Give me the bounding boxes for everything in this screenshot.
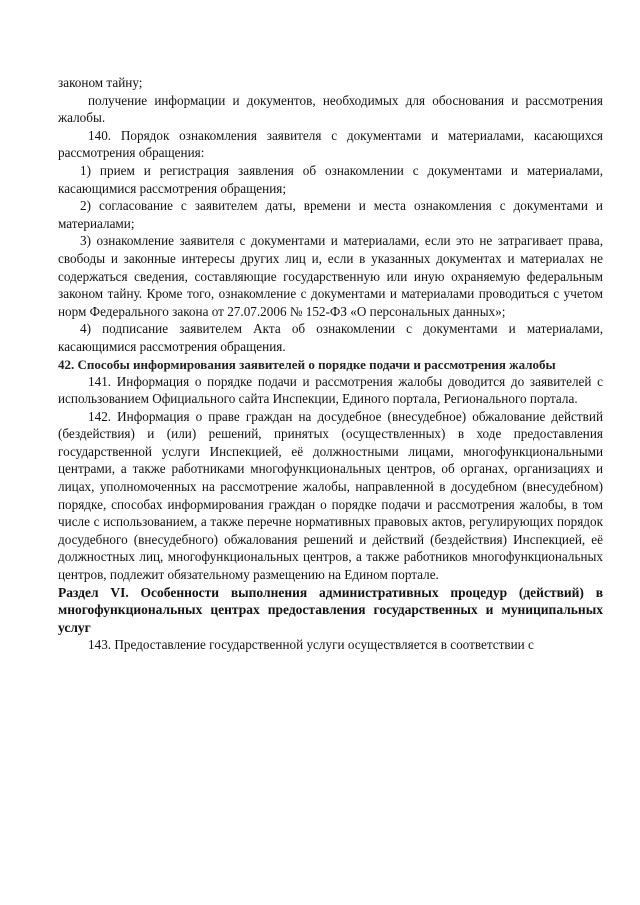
heading-section-42: 42. Способы информирования заявителей о порядке подачи и рассмотрения жалобы (58, 356, 556, 372)
paragraph-info-receipt: получение информации и документов, необходимых для обоснования и рассмотрения жалобы. (58, 92, 603, 126)
document-body (58, 74, 603, 654)
paragraph-140: 140. Порядок ознакомления заявителя с документами и материалами, касающихся рассмотрения обращения: (58, 127, 603, 161)
paragraph-141: 141. Информация о порядке подачи и рассмотрения жалобы доводится до заявителей с использованием Официального сайта Инспекции, Единого портала, Регионального портала. (58, 373, 603, 407)
heading-section-6: Раздел VI. Особенности выполнения административных процедур (действий) в многофункциональных центрах предоставления государственных и муниципальных услуг (58, 584, 603, 635)
paragraph-140-item-4: 4) подписание заявителем Акта об ознакомлении с документами и материалами, касающимися рассмотрения обращения. (58, 321, 603, 354)
paragraph-continuation: законом тайну; (58, 75, 143, 90)
paragraph-142: 142. Информация о праве граждан на досудебное (внесудебное) обжалование действий (бездействия) и (или) решений, принятых (осуществленных) в ходе предоставления государственной услуги Инспекцией, её должностными лицами, многофункциональными центрами, а также работниками многофункциональных центров, об органах, организациях и лицах, уполномоченных на рассмотрение жалобы, направленной в досудебном (внесудебном) порядке, способах информирования граждан о порядке подачи и рассмотрения жалобы, в том числе с использованием, а также перечне нормативных правовых актов, регулирующих порядок досудебного (внесудебного) обжалования решений и действий (бездействия) Инспекцией, её должностных лиц, многофункциональных центров, а также работников многофункциональных центров, подлежит обязательному размещению на Едином портале. (58, 408, 603, 583)
paragraph-140-item-3: 3) ознакомление заявителя с документами и материалами, если это не затрагивает права, свободы и законные интересы других лиц и, если в указанных документах и материалах не содержаться сведения, составляющие государственную или иную охраняемую федеральным законом тайну. Кроме того, ознакомление с документами и материалами проводиться с учетом норм Федерального закона от 27.07.2006 № 152-ФЗ «О персональных данных»; (58, 233, 603, 319)
paragraph-140-item-2: 2) согласование с заявителем даты, времени и места ознакомления с документами и материалами; (58, 198, 603, 231)
paragraph-143: 143. Предоставление государственной услуги осуществляется в соответствии с (88, 637, 534, 653)
paragraph-140-item-1: 1) прием и регистрация заявления об ознакомлении с документами и материалами, касающимися рассмотрения обращения; (58, 162, 603, 196)
